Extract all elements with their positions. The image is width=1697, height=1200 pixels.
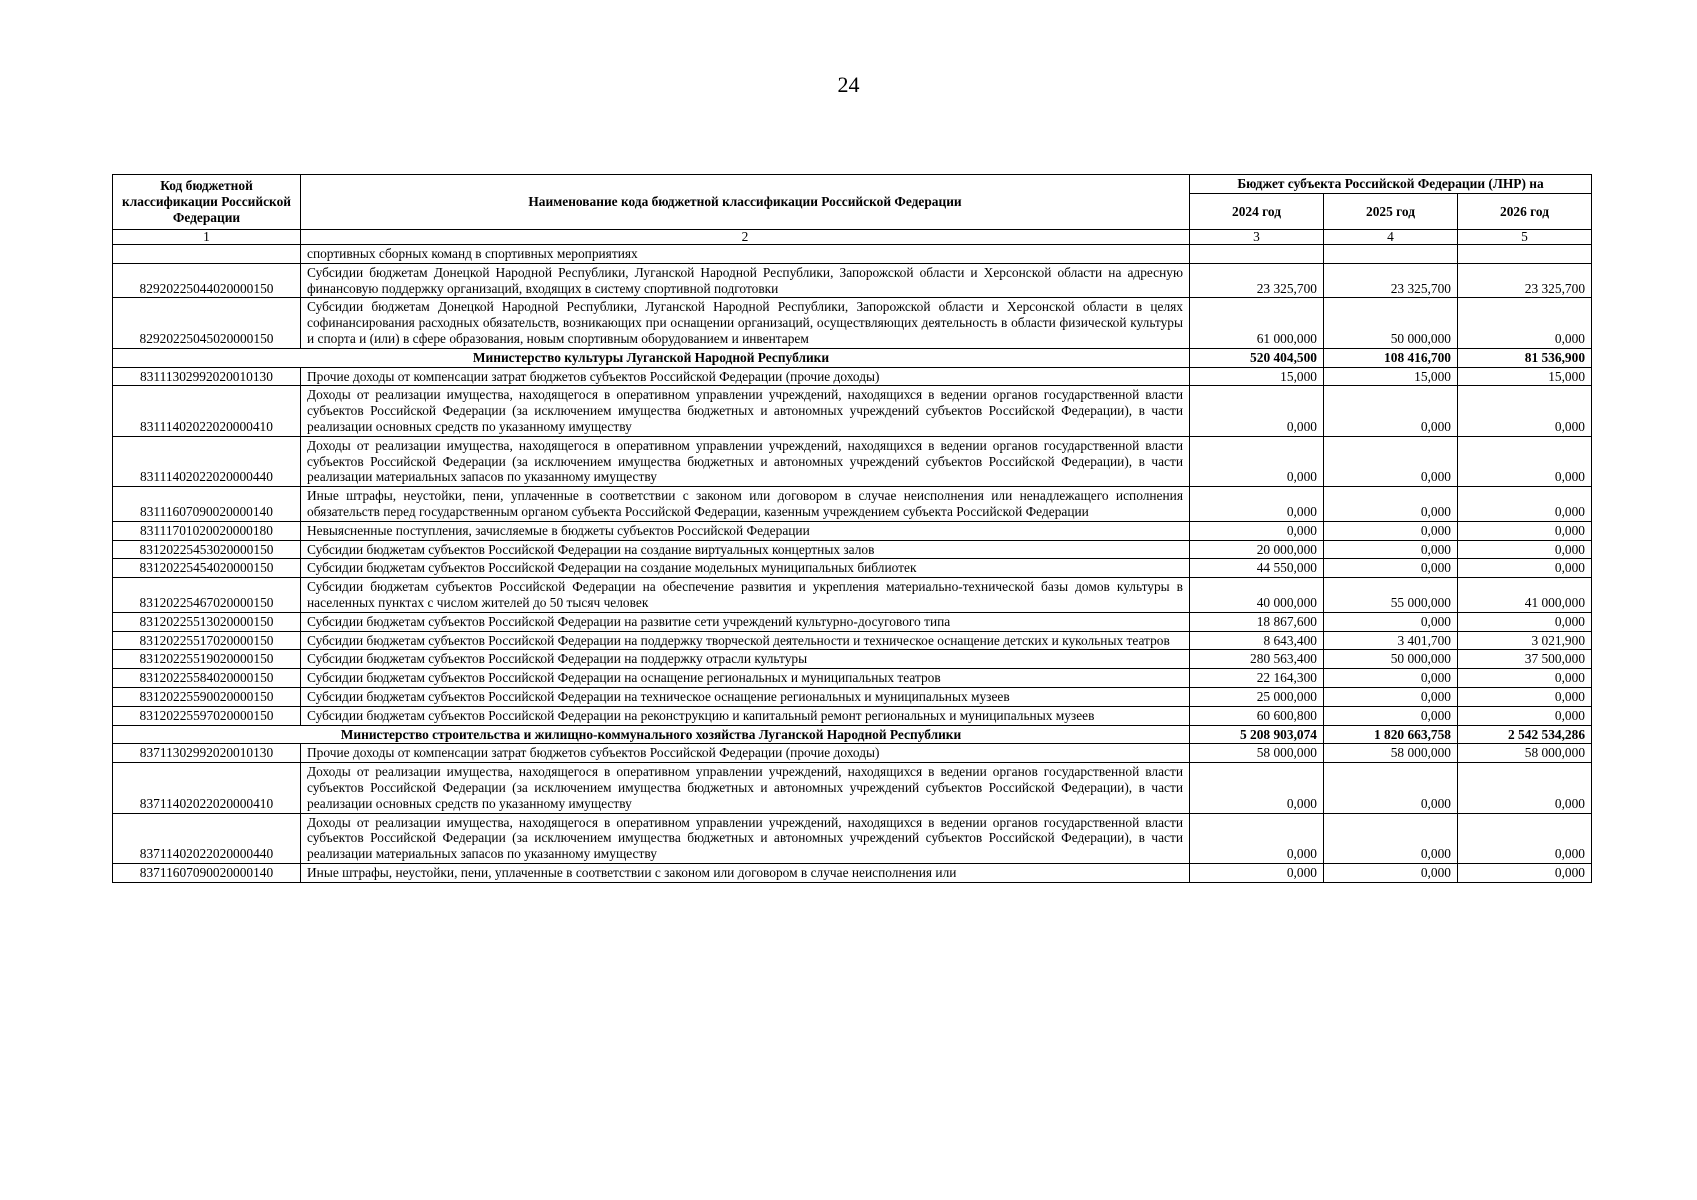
row-value-2025: 0,000 <box>1324 687 1458 706</box>
row-value-2025: 108 416,700 <box>1324 348 1458 367</box>
row-name: Субсидии бюджетам субъектов Российской Федерации на реконструкцию и капитальный ремонт региональных и муниципальных музеев <box>301 706 1190 725</box>
row-code: 83711402022020000440 <box>113 813 301 863</box>
column-index-row <box>113 230 1592 245</box>
row-code: 83111402022020000440 <box>113 436 301 486</box>
row-value-2024: 58 000,000 <box>1190 744 1324 763</box>
row-code: 82920225045020000150 <box>113 298 301 348</box>
row-name: Доходы от реализации имущества, находящегося в оперативном управлении учреждений, находящихся в ведении органов государственной власти субъектов Российской Федерации (за исключением имущества бюджетных и автономных учреждений субъектов Российской Федерации), в части реализации основных средств по указанному имуществу <box>301 763 1190 813</box>
row-value-2026: 81 536,900 <box>1458 348 1592 367</box>
row-value-2025 <box>1324 245 1458 264</box>
row-value-2026: 0,000 <box>1458 763 1592 813</box>
row-code: 83111402022020000410 <box>113 386 301 436</box>
row-name: Невыясненные поступления, зачисляемые в бюджеты субъектов Российской Федерации <box>301 521 1190 540</box>
table-row <box>113 540 1592 559</box>
section-title: Министерство строительства и жилищно-коммунального хозяйства Луганской Народной Республики <box>113 725 1190 744</box>
row-value-2024: 22 164,300 <box>1190 669 1324 688</box>
row-code <box>113 245 301 264</box>
header-year-2026: 2026 год <box>1458 194 1592 230</box>
row-value-2024: 44 550,000 <box>1190 559 1324 578</box>
table-row <box>113 436 1592 486</box>
row-name: Иные штрафы, неустойки, пени, уплаченные в соответствии с законом или договором в случае неисполнения или <box>301 863 1190 882</box>
section-row <box>113 348 1592 367</box>
row-value-2025: 0,000 <box>1324 813 1458 863</box>
row-value-2026: 0,000 <box>1458 813 1592 863</box>
row-value-2025: 58 000,000 <box>1324 744 1458 763</box>
row-value-2025: 50 000,000 <box>1324 298 1458 348</box>
budget-table <box>112 174 1592 883</box>
column-index: 4 <box>1324 230 1458 245</box>
row-value-2026: 0,000 <box>1458 669 1592 688</box>
section-row <box>113 725 1592 744</box>
header-budget: Бюджет субъекта Российской Федерации (ЛНР) на <box>1190 175 1592 194</box>
row-code: 83120225584020000150 <box>113 669 301 688</box>
row-name: Субсидии бюджетам субъектов Российской Федерации на создание виртуальных концертных залов <box>301 540 1190 559</box>
row-value-2025: 0,000 <box>1324 436 1458 486</box>
row-value-2024: 0,000 <box>1190 487 1324 522</box>
table-row <box>113 631 1592 650</box>
row-value-2026: 3 021,900 <box>1458 631 1592 650</box>
row-value-2026: 2 542 534,286 <box>1458 725 1592 744</box>
row-code: 83120225467020000150 <box>113 578 301 613</box>
row-value-2026: 23 325,700 <box>1458 263 1592 298</box>
row-value-2024: 15,000 <box>1190 367 1324 386</box>
row-code: 83120225454020000150 <box>113 559 301 578</box>
row-name: Субсидии бюджетам субъектов Российской Федерации на оснащение региональных и муниципальных театров <box>301 669 1190 688</box>
table-row <box>113 263 1592 298</box>
row-value-2026: 0,000 <box>1458 863 1592 882</box>
table-row <box>113 744 1592 763</box>
table-row <box>113 669 1592 688</box>
row-name: Прочие доходы от компенсации затрат бюджетов субъектов Российской Федерации (прочие доходы) <box>301 744 1190 763</box>
row-value-2025: 0,000 <box>1324 863 1458 882</box>
table-row <box>113 298 1592 348</box>
row-code: 83711607090020000140 <box>113 863 301 882</box>
row-code: 83120225517020000150 <box>113 631 301 650</box>
row-value-2025: 0,000 <box>1324 669 1458 688</box>
table-row <box>113 706 1592 725</box>
row-name: Субсидии бюджетам субъектов Российской Федерации на поддержку творческой деятельности и техническое оснащение детских и кукольных театров <box>301 631 1190 650</box>
row-value-2026: 0,000 <box>1458 386 1592 436</box>
row-value-2024: 0,000 <box>1190 863 1324 882</box>
row-value-2025: 0,000 <box>1324 763 1458 813</box>
row-name: Доходы от реализации имущества, находящегося в оперативном управлении учреждений, находящихся в ведении органов государственной власти субъектов Российской Федерации (за исключением имущества бюджетных и автономных учреждений субъектов Российской Федерации), в части реализации материальных запасов по указанному имуществу <box>301 813 1190 863</box>
row-value-2024: 0,000 <box>1190 521 1324 540</box>
table-row <box>113 687 1592 706</box>
column-index: 3 <box>1190 230 1324 245</box>
column-index: 2 <box>301 230 1190 245</box>
row-value-2025: 55 000,000 <box>1324 578 1458 613</box>
row-value-2024: 40 000,000 <box>1190 578 1324 613</box>
row-value-2024: 0,000 <box>1190 763 1324 813</box>
page-number: 24 <box>837 72 860 97</box>
table-row <box>113 763 1592 813</box>
row-code: 83120225590020000150 <box>113 687 301 706</box>
row-value-2025: 0,000 <box>1324 612 1458 631</box>
row-value-2025: 3 401,700 <box>1324 631 1458 650</box>
row-value-2024: 23 325,700 <box>1190 263 1324 298</box>
row-value-2026: 0,000 <box>1458 559 1592 578</box>
row-name: Доходы от реализации имущества, находящегося в оперативном управлении учреждений, находящихся в ведении органов государственной власти субъектов Российской Федерации (за исключением имущества бюджетных и автономных учреждений субъектов Российской Федерации), в части реализации материальных запасов по указанному имуществу <box>301 436 1190 486</box>
row-code: 83111701020020000180 <box>113 521 301 540</box>
row-value-2025: 0,000 <box>1324 487 1458 522</box>
row-name: Субсидии бюджетам Донецкой Народной Республики, Луганской Народной Республики, Запорожской области и Херсонской области в целях софинансирования расходных обязательств, возникающих при оснащении организаций, осуществляющих деятельность в области физической культуры и спорта и (или) в сфере образования, новым спортивным оборудованием и инвентарем <box>301 298 1190 348</box>
row-value-2024: 520 404,500 <box>1190 348 1324 367</box>
row-value-2026: 58 000,000 <box>1458 744 1592 763</box>
table-row <box>113 386 1592 436</box>
row-name: Субсидии бюджетам субъектов Российской Федерации на поддержку отрасли культуры <box>301 650 1190 669</box>
row-code: 83120225453020000150 <box>113 540 301 559</box>
header-name: Наименование кода бюджетной классификации Российской Федерации <box>301 175 1190 230</box>
table-row <box>113 863 1592 882</box>
row-value-2025: 23 325,700 <box>1324 263 1458 298</box>
row-value-2024: 0,000 <box>1190 436 1324 486</box>
row-code: 83111302992020010130 <box>113 367 301 386</box>
row-value-2025: 50 000,000 <box>1324 650 1458 669</box>
header-row <box>113 175 1592 194</box>
table-row <box>113 612 1592 631</box>
column-index: 1 <box>113 230 301 245</box>
row-value-2026: 0,000 <box>1458 298 1592 348</box>
row-value-2024: 0,000 <box>1190 813 1324 863</box>
row-name: Иные штрафы, неустойки, пени, уплаченные в соответствии с законом или договором в случае неисполнения или ненадлежащего исполнения обязательств перед государственным органом субъекта Российской Федерации, казенным учреждением субъекта Российской Федерации <box>301 487 1190 522</box>
row-name: Субсидии бюджетам субъектов Российской Федерации на развитие сети учреждений культурно-досугового типа <box>301 612 1190 631</box>
table-row <box>113 367 1592 386</box>
table-row <box>113 559 1592 578</box>
row-value-2025: 0,000 <box>1324 540 1458 559</box>
row-name: Прочие доходы от компенсации затрат бюджетов субъектов Российской Федерации (прочие доходы) <box>301 367 1190 386</box>
row-value-2024: 60 600,800 <box>1190 706 1324 725</box>
row-value-2025: 0,000 <box>1324 706 1458 725</box>
row-value-2026: 37 500,000 <box>1458 650 1592 669</box>
row-code: 83711402022020000410 <box>113 763 301 813</box>
row-value-2026: 15,000 <box>1458 367 1592 386</box>
table-row <box>113 650 1592 669</box>
row-code: 83111607090020000140 <box>113 487 301 522</box>
row-code: 82920225044020000150 <box>113 263 301 298</box>
row-value-2024: 0,000 <box>1190 386 1324 436</box>
row-value-2024 <box>1190 245 1324 264</box>
row-value-2026: 0,000 <box>1458 612 1592 631</box>
row-value-2026: 0,000 <box>1458 436 1592 486</box>
row-value-2025: 0,000 <box>1324 559 1458 578</box>
row-value-2026: 0,000 <box>1458 706 1592 725</box>
row-value-2024: 18 867,600 <box>1190 612 1324 631</box>
column-index: 5 <box>1458 230 1592 245</box>
row-value-2026: 0,000 <box>1458 687 1592 706</box>
row-name: Субсидии бюджетам Донецкой Народной Республики, Луганской Народной Республики, Запорожской области и Херсонской области на адресную финансовую поддержку организаций, входящих в систему спортивной подготовки <box>301 263 1190 298</box>
row-value-2024: 8 643,400 <box>1190 631 1324 650</box>
row-value-2024: 20 000,000 <box>1190 540 1324 559</box>
row-value-2025: 0,000 <box>1324 386 1458 436</box>
row-value-2024: 280 563,400 <box>1190 650 1324 669</box>
header-code: Код бюджетной классификации Российской Федерации <box>113 175 301 230</box>
table-row <box>113 521 1592 540</box>
row-value-2026: 0,000 <box>1458 540 1592 559</box>
table-body <box>113 245 1592 883</box>
row-value-2025: 1 820 663,758 <box>1324 725 1458 744</box>
row-value-2026: 41 000,000 <box>1458 578 1592 613</box>
row-value-2024: 25 000,000 <box>1190 687 1324 706</box>
row-value-2024: 61 000,000 <box>1190 298 1324 348</box>
row-name: Субсидии бюджетам субъектов Российской Федерации на техническое оснащение региональных и муниципальных музеев <box>301 687 1190 706</box>
table-row <box>113 245 1592 264</box>
row-value-2025: 15,000 <box>1324 367 1458 386</box>
row-code: 83120225519020000150 <box>113 650 301 669</box>
table-row <box>113 813 1592 863</box>
row-name: спортивных сборных команд в спортивных мероприятиях <box>301 245 1190 264</box>
row-code: 83120225597020000150 <box>113 706 301 725</box>
row-name: Субсидии бюджетам субъектов Российской Федерации на создание модельных муниципальных библиотек <box>301 559 1190 578</box>
table-row <box>113 578 1592 613</box>
header-year-2025: 2025 год <box>1324 194 1458 230</box>
row-code: 83120225513020000150 <box>113 612 301 631</box>
row-code: 83711302992020010130 <box>113 744 301 763</box>
table-row <box>113 487 1592 522</box>
row-value-2026 <box>1458 245 1592 264</box>
header-year-2024: 2024 год <box>1190 194 1324 230</box>
row-name: Субсидии бюджетам субъектов Российской Федерации на обеспечение развития и укрепления материально-технической базы домов культуры в населенных пунктах с числом жителей до 50 тысяч человек <box>301 578 1190 613</box>
section-title: Министерство культуры Луганской Народной Республики <box>113 348 1190 367</box>
row-value-2026: 0,000 <box>1458 521 1592 540</box>
row-name: Доходы от реализации имущества, находящегося в оперативном управлении учреждений, находящихся в ведении органов государственной власти субъектов Российской Федерации (за исключением имущества бюджетных и автономных учреждений субъектов Российской Федерации), в части реализации основных средств по указанному имуществу <box>301 386 1190 436</box>
row-value-2025: 0,000 <box>1324 521 1458 540</box>
row-value-2026: 0,000 <box>1458 487 1592 522</box>
row-value-2024: 5 208 903,074 <box>1190 725 1324 744</box>
